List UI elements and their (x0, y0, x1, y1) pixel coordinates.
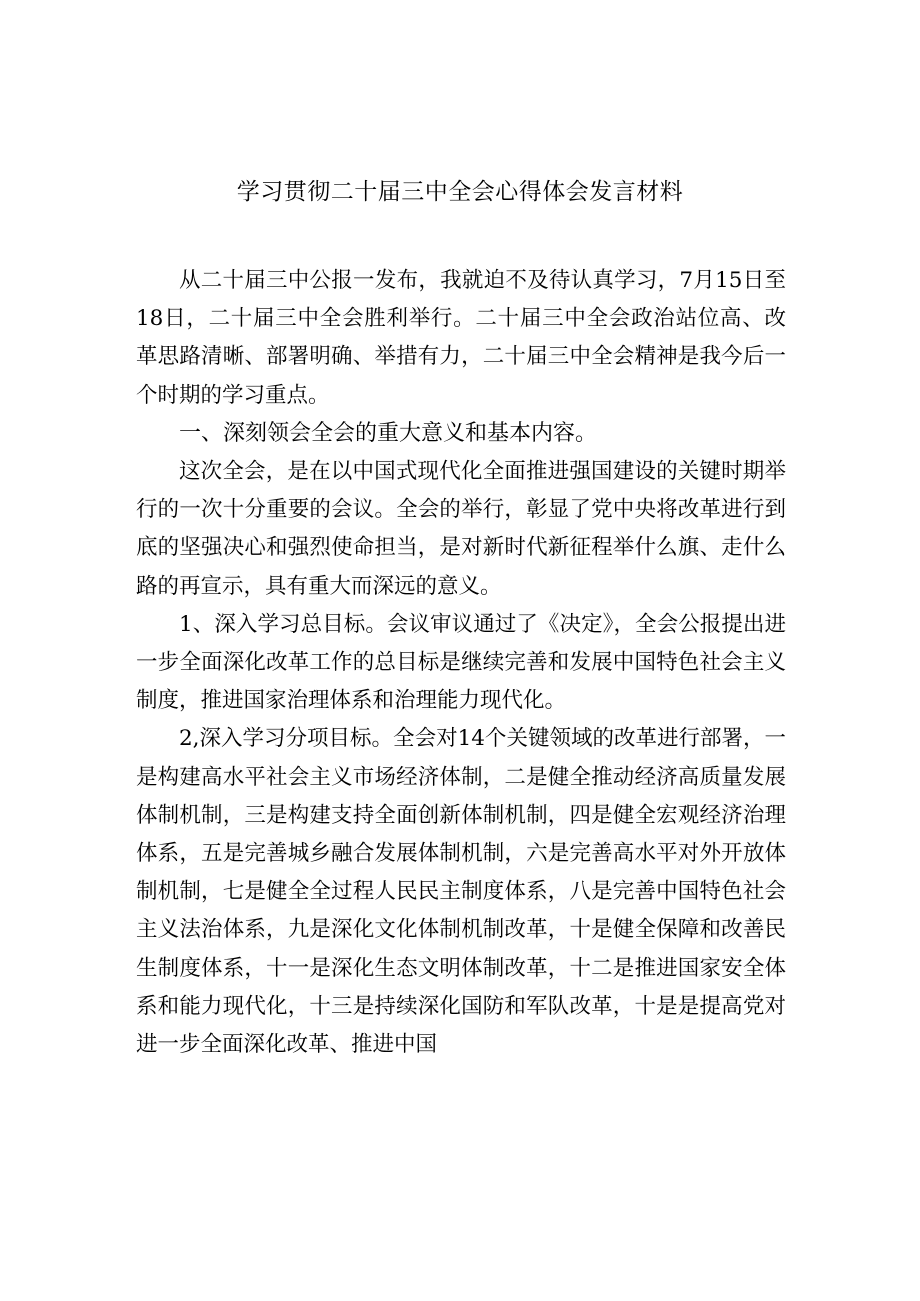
section-1-paragraph: 这次全会，是在以中国式现代化全面推进强国建设的关键时期举行的一次十分重要的会议。全会的举行，彰显了党中央将改革进行到底的坚强决心和强烈使命担当，是对新时代新征程举什么旗、走什么路的再宣示，具有重大而深远的意义。 (136, 459, 786, 599)
item-1-paragraph: 1、深入学习总目标。会议审议通过了《决定》，全会公报提出进一步全面深化改革工作的总目标是继续完善和发展中国特色社会主义制度，推进国家治理体系和治理能力现代化。 (136, 611, 786, 714)
document-title: 学习贯彻二十届三中全会心得体会发言材料 (236, 179, 684, 205)
section-heading-1: 一、深刻领会全会的重大意义和基本内容。 (179, 420, 598, 446)
document-body (136, 262, 786, 1064)
item-2-paragraph: 2,深入学习分项目标。全会对14个关键领域的改革进行部署，一是构建高水平社会主义市场经济体制，二是健全推动经济高质量发展体制机制，三是构建支持全面创新体制机制，四是健全宏观经济治理体系，五是完善城乡融合发展体制机制，六是完善高水平对外开放体制机制，七是健全全过程人民民主制度体系，八是完善中国特色社会主义法治体系，九是深化文化体制机制改革，十是健全保障和改善民生制度体系，十一是深化生态文明体制改革，十二是推进国家安全体系和能力现代化，十三是持续深化国防和军队改革，十是是提高党对进一步全面深化改革、推进中国 (136, 726, 786, 1058)
intro-paragraph: 从二十届三中公报一发布，我就迫不及待认真学习，7月15日至18日，二十届三中全会胜利举行。二十届三中全会政治站位高、改革思路清晰、部署明确、举措有力，二十届三中全会精神是我今后一个时期的学习重点。 (136, 268, 786, 408)
